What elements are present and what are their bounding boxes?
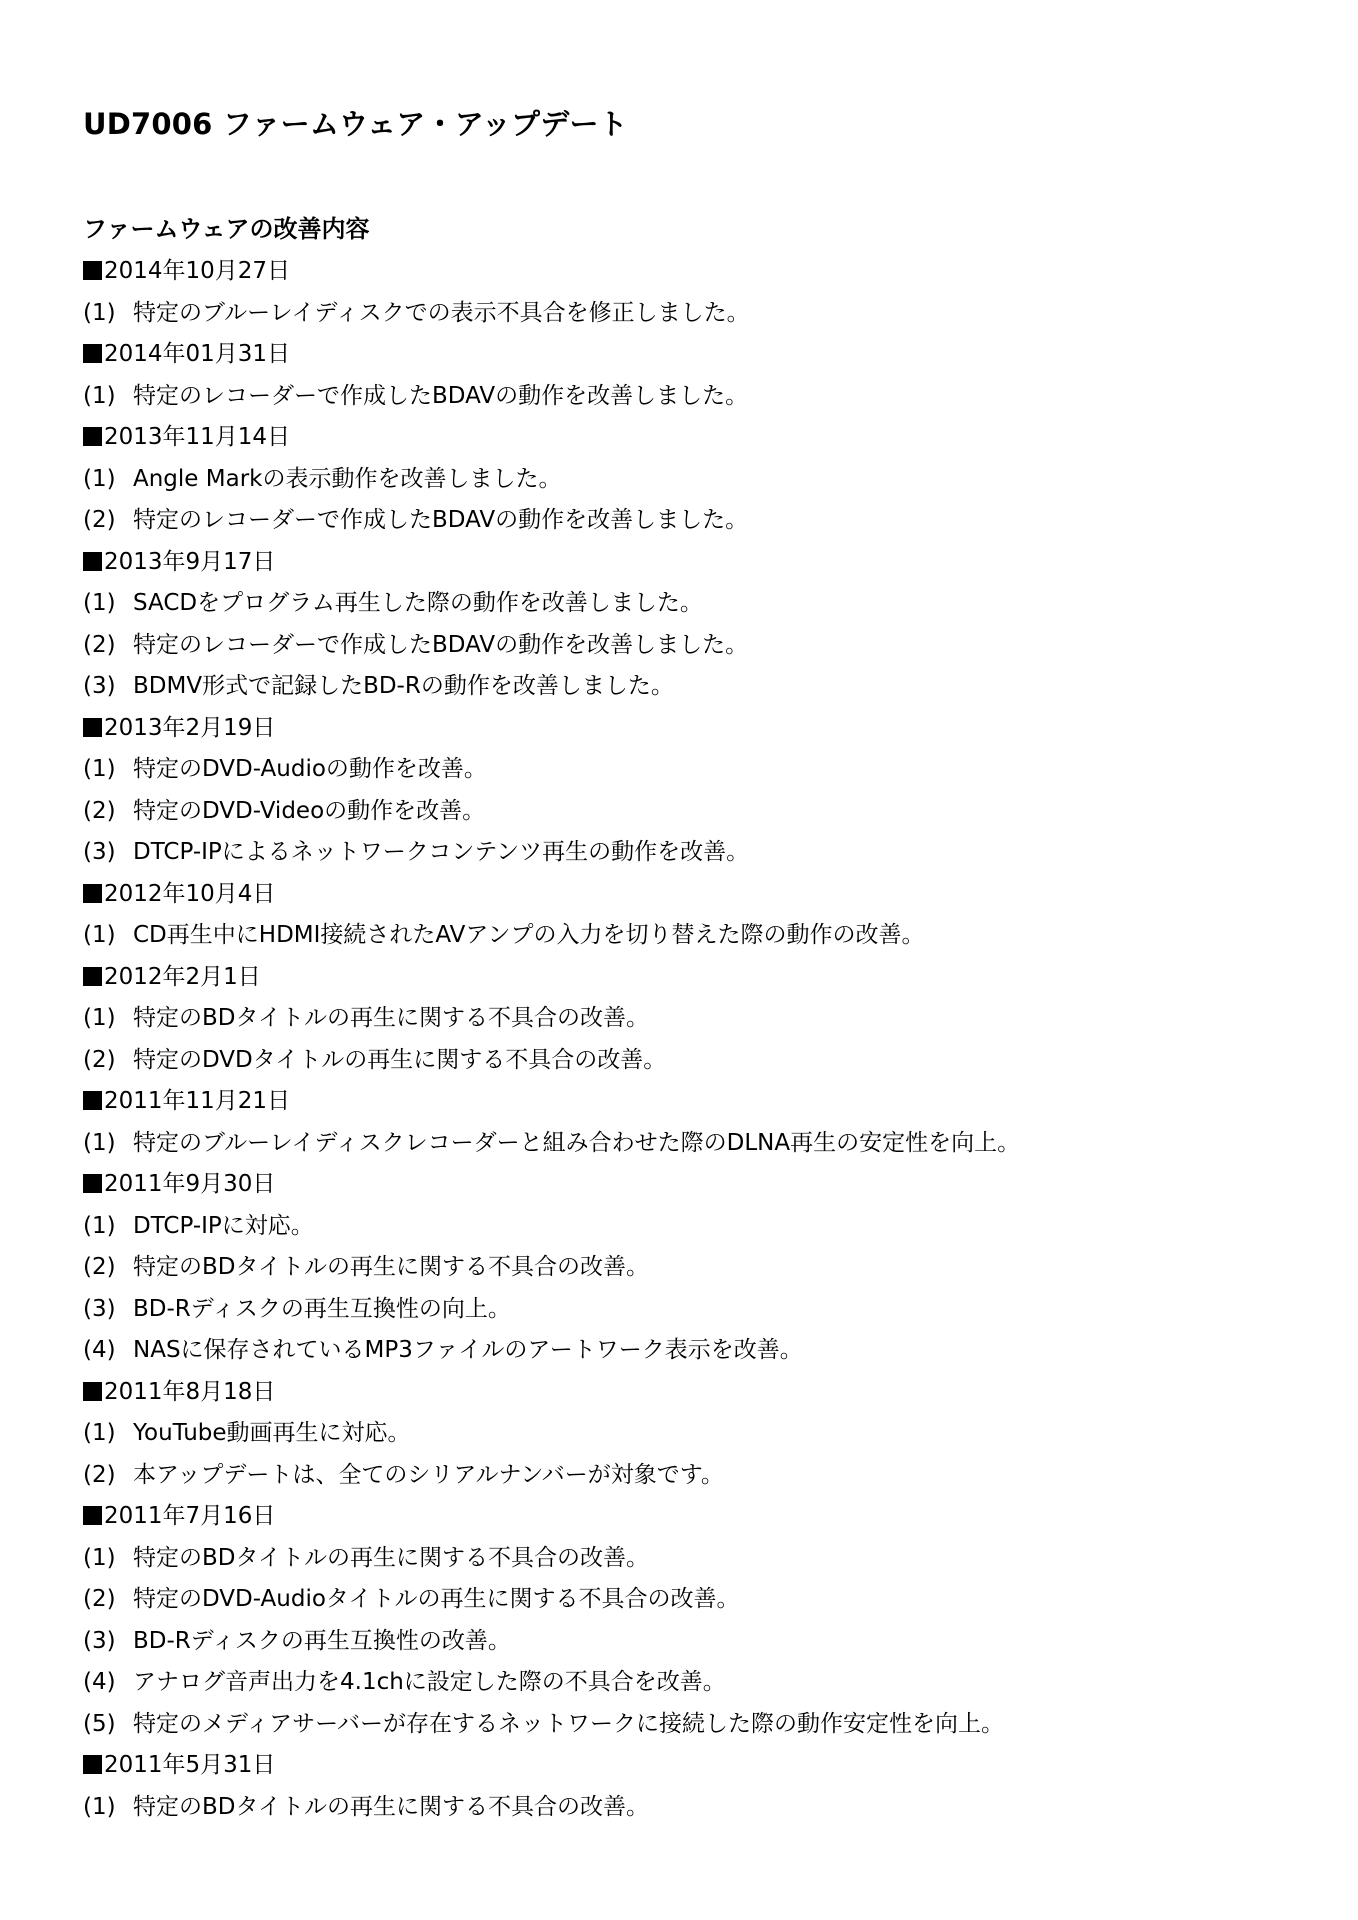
update-date-text: 2012年10月4日: [104, 880, 276, 907]
update-item: [83, 1123, 1283, 1165]
update-item-number: (1): [83, 382, 116, 409]
update-item: [83, 293, 1283, 335]
update-item: [83, 1289, 1283, 1331]
update-date-text: 2013年11月14日: [104, 424, 291, 450]
update-item-text: DTCP-IPによるネットワークコンテンツ再生の動作を改善。: [133, 839, 750, 865]
update-item-text: 特定のブルーレイディスクでの表示不具合を修正しました。: [133, 299, 750, 326]
square-bullet-icon: [83, 1755, 102, 1774]
square-bullet-icon: [83, 884, 102, 903]
update-date: [83, 1496, 1283, 1538]
update-item-text: アナログ音声出力を4.1chに設定した際の不具合を改善。: [133, 1669, 726, 1695]
update-item: [83, 459, 1283, 501]
square-bullet-icon: [83, 344, 102, 363]
update-item-number: (1): [83, 1129, 116, 1156]
update-date-text: 2011年9月30日: [104, 1171, 276, 1197]
update-item: [83, 832, 1283, 874]
square-bullet-icon: [83, 552, 102, 571]
update-item-text: 特定のBDタイトルの再生に関する不具合の改善。: [133, 1544, 650, 1571]
square-bullet-icon: [83, 1091, 102, 1110]
update-item-text: 特定のBDタイトルの再生に関する不具合の改善。: [133, 1005, 650, 1031]
update-item-text: BDMV形式で記録したBD-Rの動作を改善しました。: [133, 673, 674, 699]
update-item: [83, 1247, 1283, 1289]
square-bullet-icon: [83, 967, 102, 986]
update-item-text: 特定のDVDタイトルの再生に関する不具合の改善。: [133, 1046, 667, 1073]
update-date-text: 2014年01月31日: [104, 341, 291, 367]
update-item-text: Angle Markの表示動作を改善しました。: [133, 465, 562, 492]
square-bullet-icon: [83, 1506, 102, 1525]
update-date: [83, 417, 1283, 459]
update-item: [83, 1704, 1283, 1746]
update-item-number: (2): [83, 631, 116, 658]
update-item: [83, 666, 1283, 708]
update-item: [83, 1787, 1283, 1829]
update-date-text: 2013年9月17日: [104, 548, 276, 575]
update-date-text: 2011年7月16日: [104, 1503, 276, 1529]
update-date: [83, 957, 1283, 999]
update-item-number: (4): [83, 1669, 116, 1695]
update-date: [83, 1745, 1283, 1787]
update-item: [83, 1040, 1283, 1082]
update-item: [83, 1455, 1283, 1497]
update-date: [83, 874, 1283, 916]
update-item-number: (1): [83, 1793, 116, 1820]
update-item-number: (2): [83, 1254, 116, 1280]
update-item-number: (1): [83, 1212, 116, 1239]
update-item-text: YouTube動画再生に対応。: [133, 1420, 411, 1446]
update-item: [83, 583, 1283, 625]
update-item-number: (1): [83, 1420, 116, 1446]
update-item-text: CD再生中にHDMI接続されたAVアンプの入力を切り替えた際の動作の改善。: [133, 922, 925, 948]
update-item-text: 特定のレコーダーで作成したBDAVの動作を改善しました。: [133, 382, 749, 409]
square-bullet-icon: [83, 1174, 102, 1193]
square-bullet-icon: [83, 1382, 102, 1401]
update-item: [83, 1413, 1283, 1455]
update-item-text: 特定のBDタイトルの再生に関する不具合の改善。: [133, 1254, 650, 1280]
update-item: [83, 791, 1283, 833]
update-item: [83, 1579, 1283, 1621]
section-heading: ファームウェアの改善内容: [83, 215, 370, 243]
update-item-number: (1): [83, 590, 116, 616]
update-item-text: 特定のレコーダーで作成したBDAVの動作を改善しました。: [133, 507, 749, 533]
update-item-number: (1): [83, 465, 116, 492]
document-title: UD7006 ファームウェア・アップデート: [83, 107, 628, 141]
update-item-number: (3): [83, 673, 116, 699]
update-item-number: (2): [83, 1461, 116, 1488]
update-item: [83, 915, 1283, 957]
update-item-number: (2): [83, 507, 116, 533]
update-date: [83, 1081, 1283, 1123]
update-item: [83, 1662, 1283, 1704]
update-item-number: (2): [83, 1046, 116, 1073]
update-item-number: (1): [83, 1544, 116, 1571]
update-item-number: (3): [83, 839, 116, 865]
update-item-number: (1): [83, 922, 116, 948]
update-item-number: (3): [83, 1627, 116, 1654]
update-item-number: (1): [83, 299, 116, 326]
update-item-text: 特定のブルーレイディスクレコーダーと組み合わせた際のDLNA再生の安定性を向上。: [133, 1129, 1021, 1156]
update-item: [83, 998, 1283, 1040]
update-item-text: 特定のDVD-Audioの動作を改善。: [133, 756, 487, 782]
update-item: [83, 625, 1283, 667]
update-date-text: 2013年2月19日: [104, 714, 276, 741]
update-item-text: 特定のメディアサーバーが存在するネットワークに接続した際の動作安定性を向上。: [133, 1710, 1005, 1737]
update-item-text: 特定のDVD-Audioタイトルの再生に関する不具合の改善。: [133, 1586, 740, 1612]
update-date-text: 2011年11月21日: [104, 1088, 291, 1114]
update-item-text: 本アップデートは、全てのシリアルナンバーが対象です。: [133, 1461, 724, 1488]
update-date: [83, 542, 1283, 584]
update-item-number: (3): [83, 1295, 116, 1322]
square-bullet-icon: [83, 718, 102, 737]
update-date: [83, 1372, 1283, 1414]
update-date-text: 2014年10月27日: [104, 258, 291, 284]
update-item-text: SACDをプログラム再生した際の動作を改善しました。: [133, 590, 703, 616]
update-item-number: (2): [83, 1586, 116, 1612]
update-item-text: 特定のBDタイトルの再生に関する不具合の改善。: [133, 1793, 650, 1820]
update-item-text: BD-Rディスクの再生互換性の改善。: [133, 1627, 511, 1654]
update-item: [83, 1621, 1283, 1663]
update-item-text: BD-Rディスクの再生互換性の向上。: [133, 1295, 511, 1322]
update-item: [83, 376, 1283, 418]
square-bullet-icon: [83, 261, 102, 280]
update-date-text: 2011年8月18日: [104, 1378, 276, 1405]
update-date: [83, 334, 1283, 376]
update-item-text: NASに保存されているMP3ファイルのアートワーク表示を改善。: [133, 1337, 803, 1363]
update-item-text: 特定のレコーダーで作成したBDAVの動作を改善しました。: [133, 631, 749, 658]
update-item: [83, 749, 1283, 791]
update-item-number: (2): [83, 797, 116, 824]
update-date: [83, 1164, 1283, 1206]
update-history-list: [83, 251, 1283, 1828]
update-item-number: (5): [83, 1710, 116, 1737]
update-item-number: (1): [83, 756, 116, 782]
update-item: [83, 1330, 1283, 1372]
square-bullet-icon: [83, 427, 102, 446]
update-date-text: 2011年5月31日: [104, 1752, 276, 1778]
update-item-number: (1): [83, 1005, 116, 1031]
update-item-text: 特定のDVD-Videoの動作を改善。: [133, 797, 486, 824]
update-item-number: (4): [83, 1337, 116, 1363]
update-item: [83, 1538, 1283, 1580]
update-item-text: DTCP-IPに対応。: [133, 1212, 314, 1239]
update-item: [83, 500, 1283, 542]
update-date-text: 2012年2月1日: [104, 963, 261, 990]
update-item: [83, 1206, 1283, 1248]
update-date: [83, 251, 1283, 293]
update-date: [83, 708, 1283, 750]
